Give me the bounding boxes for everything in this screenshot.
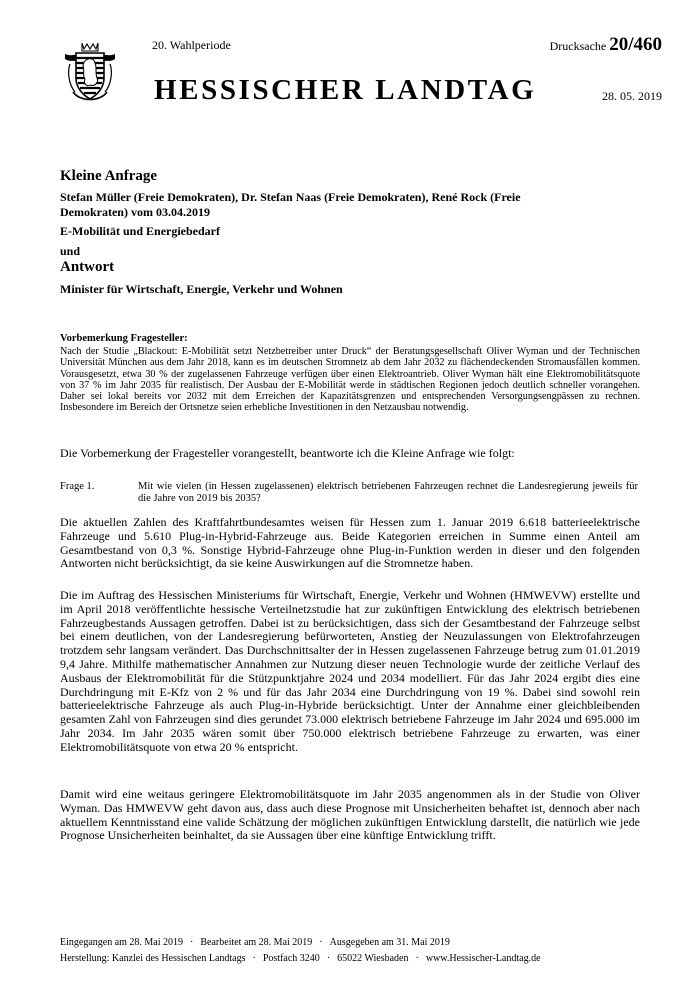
subject: E-Mobilität und Energiebedarf (60, 224, 221, 238)
authors: Stefan Müller (Freie Demokraten), Dr. Stefan Naas (Freie Demokraten), René Rock (Freie Demokraten) vom 03.04.2019 (60, 190, 521, 219)
preliminary-remark-heading: Vorbemerkung Fragesteller: (60, 333, 188, 344)
drucksache-number: 20/460 (609, 34, 662, 55)
postbox: Postfach 3240 (262, 953, 320, 964)
question-label: Frage 1. (60, 481, 95, 492)
answer-paragraph: Die im Auftrag des Hessischen Ministeriums für Wirtschaft, Energie, Verkehr und Wohnen (HMWEVW) erstellte und im April 2018 veröffentlichte hessische Verteilnetzstudie hat zur zukünftigen Entwicklung des elektrisch betriebenen Fahrzeugbestands Aussagen getroffen. Dabei ist zu berücksichtigen, dass sich der Gesamtbestand der Fahrzeuge selbst bei einem deutlichen, von der Landesregierung befürworteten, Anstieg der Neuzulassungen von Elektrofahrzeugen trotzdem sehr langsam verändert. Das Durchschnittsalter der in Hessen zugelassenen Fahrzeuge betrug zum 01.01.2019 9,4 Jahre. Mithilfe mathematischer Annahmen zur Nutzung dieser neuen Technologie wurde der zeitliche Verlauf des Ausbaus der Elektromobilität für die Stützpunktjahre 2024 und 2034 modelliert. Für das Jahr 2024 ergibt dies eine Durchdringung mit E-Kfz von 2 % und für das Jahr 2034 eine Durchdringung von 19 %. Dabei sind sowohl rein batterieelektrische Fahrzeuge als auch Plug-in-Hybride berücksichtigt. Unter der Annahme einer gleichbleibenden gesamten Zahl von Fahrzeugen sind dies gerundet 73.000 elektrisch betriebene Fahrzeuge im Jahr 2024 und 695.000 im Jahr 2034. Im Jahr 2035 wären somit über 750.000 elektrisch betriebene Fahrzeuge zu erwarten, was einer Elektromobilitätsquote von etwa 20 % entspricht. (60, 588, 640, 754)
document-date: 28. 05. 2019 (602, 89, 662, 103)
drucksache (550, 34, 662, 56)
answer-title: Antwort (60, 259, 115, 275)
production: Herstellung: Kanzlei des Hessischen Landtags (60, 953, 246, 964)
separator: · (415, 953, 419, 964)
footer-imprint (60, 953, 541, 964)
separator: · (326, 953, 331, 964)
processed-date: Bearbeitet am 28. Mai 2019 (200, 937, 313, 948)
hesse-coat-of-arms-icon (62, 40, 118, 104)
issued-date: Ausgegeben am 31. Mai 2019 (329, 937, 450, 948)
separator: · (319, 937, 323, 948)
answer-paragraph: Damit wird eine weitaus geringere Elektromobilitätsquote im Jahr 2035 angenommen als in der Studie von Oliver Wyman. Das HMWEVW geht davon aus, dass auch diese Prognose mit Unsicherheiten behaftet ist, dennoch aber nach aktuellem Kenntnisstand eine valide Schätzung der möglichen zukünftigen Entwicklung darstellt, die natürlich wie jede Prognose Unsicherheiten beinhaltet, da sie Aussagen über eine künftige Entwicklung trifft. (60, 787, 640, 843)
wahlperiode: 20. Wahlperiode (152, 38, 231, 52)
preliminary-remark-text: Nach der Studie „Blackout: E-Mobilität setzt Netzbetreiber unter Druck“ der Beratungsgesellschaft Oliver Wyman und der Technischen Universität München aus dem Jahr 2018, kann es im deutschen Stromnetz ab dem Jahr 2032 zu flächendeckenden Stromausfällen kommen. Vorausgesetzt, etwa 30 % der zugelassenen Fahrzeuge verfügen über einen Elektroantrieb. Oliver Wyman hält eine Elektromobilitätsquote von 37 % im Jahr 2035 für realistisch. Der Ausbau der E-Mobilität werde in städtischen Regionen jedoch deutlich schneller vorangehen. Daher sei lokal bereits vor 2032 mit dem Erreichen der Kapazitätsgrenzen und entsprechenden Versorgungsengpässen zu rechnen. Insbesondere im Bereich der Ortsnetze seien erhebliche Investitionen in den Netzausbau notwendig. (60, 346, 640, 414)
intro-sentence: Die Vorbemerkung der Fragesteller vorangestellt, beantworte ich die Kleine Anfrage wie folgt: (60, 446, 515, 460)
conjunction: und (60, 244, 81, 258)
city: 65022 Wiesbaden (337, 953, 409, 964)
website: www.Hessischer-Landtag.de (425, 953, 541, 964)
answer-paragraph: Die aktuellen Zahlen des Kraftfahrtbundesamtes weisen für Hessen zum 1. Januar 2019 6.618 batterieelektrische Fahrzeuge und 5.610 Plug-in-Hybrid-Fahrzeuge aus. Beide Kategorien erreichen in Summe einen Anteil am Gesamtbestand von 0,3 %. Sonstige Hybrid-Fahrzeuge ohne Plug-in-Funktion werden in dieser und den folgenden Antworten nicht berücksichtigt, da sie keine Auswirkungen auf die Stromnetze haben. (60, 515, 640, 571)
document-type-title: Kleine Anfrage (60, 168, 158, 184)
separator: · (190, 937, 194, 948)
footer-dates (60, 937, 450, 948)
drucksache-label: Drucksache (549, 39, 607, 53)
separator: · (252, 953, 256, 964)
institution-title: HESSISCHER LANDTAG (154, 74, 537, 106)
minister: Minister für Wirtschaft, Energie, Verkehr und Wohnen (60, 282, 343, 296)
received-date: Eingegangen am 28. Mai 2019 (60, 937, 184, 948)
question-text: Mit wie vielen (in Hessen zugelassenen) elektrisch betriebenen Fahrzeugen rechnet die Landesregierung jeweils für die Jahre von 2019 bis 2035? (138, 481, 638, 504)
